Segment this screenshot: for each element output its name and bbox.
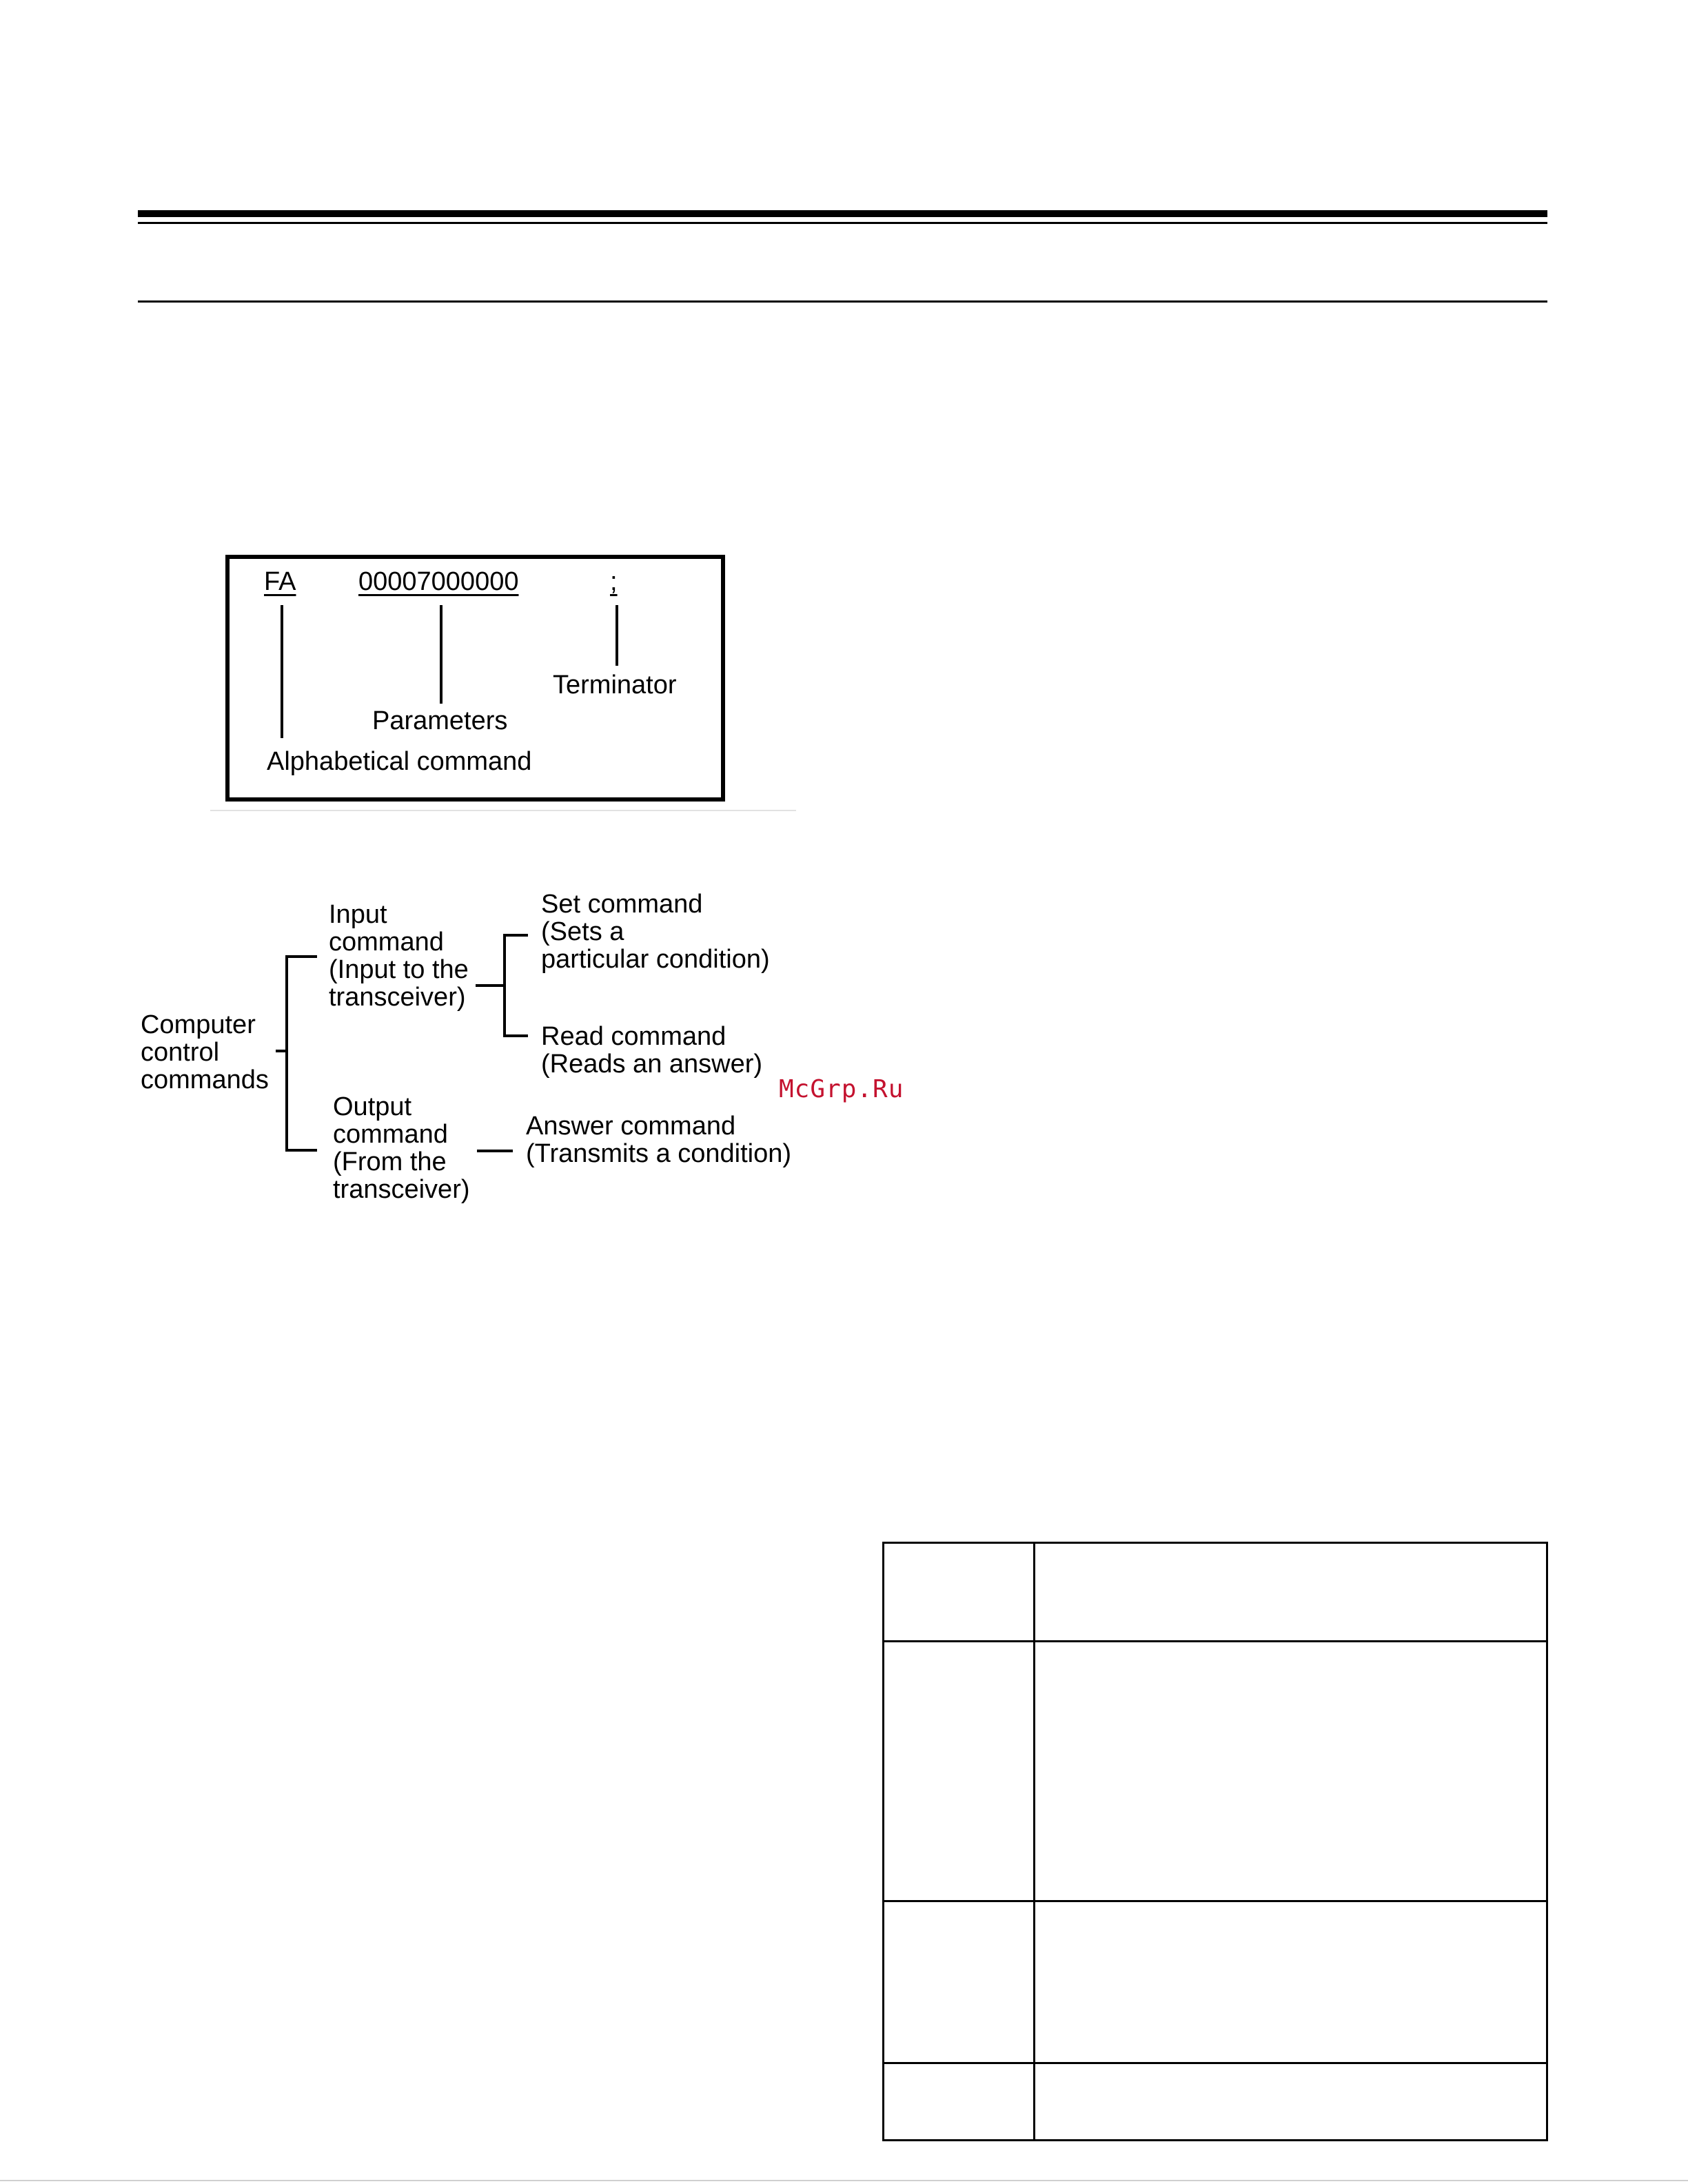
alphabetical-command-text: FA <box>264 567 296 596</box>
input-connector <box>476 984 505 987</box>
root-line-2: control <box>141 1038 220 1067</box>
input-line-4: transceiver) <box>329 983 466 1012</box>
terminator-leader-line <box>616 605 618 666</box>
answer-line-1: Answer command <box>526 1112 736 1141</box>
parameters-label: Parameters <box>372 706 508 735</box>
output-connector <box>477 1150 513 1152</box>
set-line-1: Set command <box>541 890 703 919</box>
parameters-text: 00007000000 <box>358 567 519 596</box>
output-line-1: Output <box>333 1092 412 1121</box>
terminator-symbol: ; <box>610 567 618 596</box>
bracket-to-read <box>503 1034 528 1037</box>
alphabetical-command-label: Alphabetical command <box>267 747 532 776</box>
command-leader-line <box>281 605 283 738</box>
header-rule-thin <box>138 222 1547 224</box>
output-line-3: (From the <box>333 1147 447 1176</box>
command-table <box>882 1542 1548 2141</box>
read-line-1: Read command <box>541 1022 726 1051</box>
page-bottom-edge <box>0 2180 1688 2181</box>
format-box-baseline <box>210 810 796 811</box>
bracket-to-set <box>503 934 528 937</box>
set-line-2: (Sets a <box>541 917 624 946</box>
command-tree-diagram <box>131 882 834 1223</box>
section-rule <box>138 300 1547 303</box>
watermark[interactable]: McGrp.Ru <box>779 1075 904 1103</box>
input-bracket <box>503 934 506 1037</box>
table-row <box>884 1902 1546 2064</box>
output-line-4: transceiver) <box>333 1175 470 1204</box>
answer-line-2: (Transmits a condition) <box>526 1139 792 1168</box>
terminator-label: Terminator <box>553 671 677 700</box>
table-row <box>884 1642 1546 1902</box>
input-line-1: Input <box>329 900 387 929</box>
read-line-2: (Reads an answer) <box>541 1050 763 1079</box>
input-line-2: command <box>329 928 444 957</box>
header-rule-thick <box>138 210 1547 217</box>
input-line-3: (Input to the <box>329 955 469 984</box>
root-bracket <box>285 955 288 1152</box>
table-row <box>884 1544 1546 1642</box>
command-format-diagram <box>210 548 796 813</box>
root-line-1: Computer <box>141 1010 256 1039</box>
bracket-to-input <box>285 955 317 958</box>
set-line-3: particular condition) <box>541 945 770 974</box>
root-line-3: commands <box>141 1065 269 1094</box>
parameters-leader-line <box>440 605 443 704</box>
bracket-to-output <box>285 1149 317 1152</box>
output-line-2: command <box>333 1120 448 1149</box>
